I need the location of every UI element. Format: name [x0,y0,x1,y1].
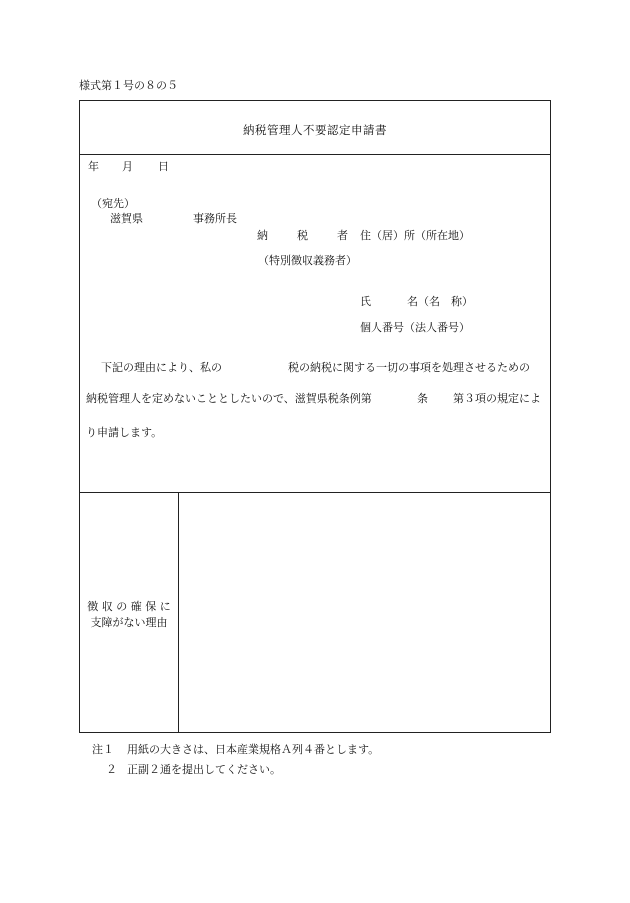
note-2-text: 正副２通を提出してください。 [127,763,281,776]
form-title: 納税管理人不要認定申請書 [243,123,387,137]
statement-line2-b: 条 [417,392,428,405]
reason-label [86,599,172,631]
divider [80,492,550,493]
statement-line3: り申請します。 [86,426,163,439]
divider [80,154,550,155]
number-label: 個人番号（法人番号） [360,321,470,334]
form-id: 様式第１号の８の５ [79,79,178,92]
reason-label-line2: 支障がない理由 [90,616,168,629]
addressee-prefecture: 滋賀県 [110,212,143,225]
reason-field[interactable] [184,499,544,727]
statement-line1-b: 税の納税に関する一切の事項を処理させるための [288,361,530,374]
name-label-1: 氏 [360,295,371,308]
month-label: 月 [122,160,133,173]
name-label-2: 名（名 称） [407,295,473,308]
statement-line2-c: 第３項の規定によ [453,392,541,405]
year-label: 年 [88,160,99,173]
note-1-text: 用紙の大きさは、日本産業規格Ａ列４番とします。 [127,743,380,756]
statement-line1-a: 下記の理由により、私の [101,361,222,374]
taxpayer-label-3: 者 [337,229,348,242]
day-label: 日 [158,160,169,173]
note-1-number: 注１ [92,743,114,756]
reason-label-line1: 徴 収 の 確 保 に [87,600,171,613]
note-2-number: ２ [106,763,117,776]
special-collector-label: （特別徴収義務者） [258,254,357,267]
statement-line2-a: 納税管理人を定めないこととしたいので、滋賀県税条例第 [86,392,372,405]
taxpayer-label-1: 納 [257,229,268,242]
addressee-office: 事務所長 [193,212,237,225]
application-form [79,100,551,733]
column-divider [178,492,179,732]
address-label: 住（居）所（所在地） [360,229,470,242]
taxpayer-label-2: 税 [297,229,308,242]
addressee-prefix: （宛先） [91,197,135,210]
